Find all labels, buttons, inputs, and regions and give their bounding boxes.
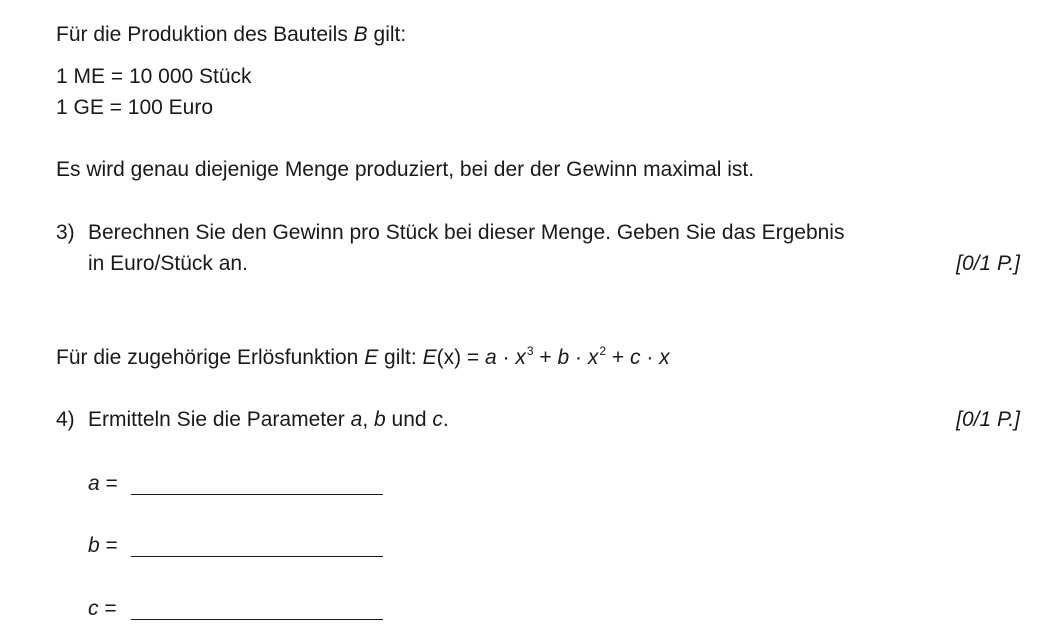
formula-eq: = xyxy=(461,346,486,369)
formula-x1: x xyxy=(659,346,670,369)
task3-line2: in Euro/Stück an. xyxy=(88,252,248,275)
answer-a-label xyxy=(88,473,118,494)
task4-points: [0/1 P.] xyxy=(956,408,1020,431)
formula-x2: x xyxy=(587,346,599,369)
answer-b-var: b xyxy=(88,534,100,557)
formula-fn: E xyxy=(422,346,437,369)
answer-b-blank[interactable] xyxy=(131,556,383,557)
task4-und: und xyxy=(391,408,427,431)
task4-var-c: c xyxy=(432,408,443,431)
task3-line1: Berechnen Sie den Gewinn pro Stück bei dieser Menge. Geben Sie das Ergebnis xyxy=(88,221,845,244)
task4-prefix: Ermitteln Sie die Parameter xyxy=(88,408,345,431)
intro-line xyxy=(56,24,406,45)
revenue-prefix: Für die zugehörige Erlösfunktion xyxy=(56,346,359,369)
unit-ge: 1 GE = 100 Euro xyxy=(56,96,214,119)
answer-a-var: a xyxy=(88,472,100,495)
intro-var: B xyxy=(353,23,368,46)
task4-period: . xyxy=(442,408,449,431)
formula-dot: · xyxy=(496,346,516,369)
answer-b-eq: = xyxy=(105,534,118,557)
formula-exp3: 3 xyxy=(526,344,534,358)
task4-var-b: b xyxy=(374,408,386,431)
unit-me: 1 ME = 10 000 Stück xyxy=(56,65,252,88)
formula-x3: x xyxy=(515,346,526,369)
answer-b-label xyxy=(88,535,118,556)
answer-a-eq: = xyxy=(105,472,118,495)
task4-comma: , xyxy=(362,408,369,431)
revenue-line xyxy=(56,344,670,369)
formula-dot: · xyxy=(640,346,660,369)
formula-exp2: 2 xyxy=(599,344,607,358)
answer-c-label xyxy=(88,598,117,619)
formula-plus: + xyxy=(606,346,630,369)
task4-var-a: a xyxy=(350,408,363,431)
formula-plus: + xyxy=(533,346,558,369)
answer-a-blank[interactable] xyxy=(131,494,383,495)
formula-dot: · xyxy=(569,346,588,369)
formula-a: a xyxy=(485,346,497,369)
formula-c: c xyxy=(630,346,641,369)
revenue-mid: gilt: xyxy=(384,346,417,369)
statement: Es wird genau diejenige Menge produziert, bei der der Gewinn maximal ist. xyxy=(56,158,755,181)
intro-suffix: gilt: xyxy=(373,23,407,46)
task3-number: 3) xyxy=(56,221,75,244)
answer-c-eq: = xyxy=(104,597,117,620)
answer-c-var: c xyxy=(88,597,99,620)
task3-points: [0/1 P.] xyxy=(956,252,1020,275)
revenue-var: E xyxy=(364,346,379,369)
task4-number: 4) xyxy=(56,408,75,431)
formula-arg: (x) xyxy=(436,346,462,369)
formula-b: b xyxy=(557,346,570,369)
answer-c-blank[interactable] xyxy=(131,619,383,620)
revenue-formula xyxy=(423,346,670,369)
task4-text xyxy=(88,409,449,430)
intro-prefix: Für die Produktion des Bauteils xyxy=(56,23,348,46)
